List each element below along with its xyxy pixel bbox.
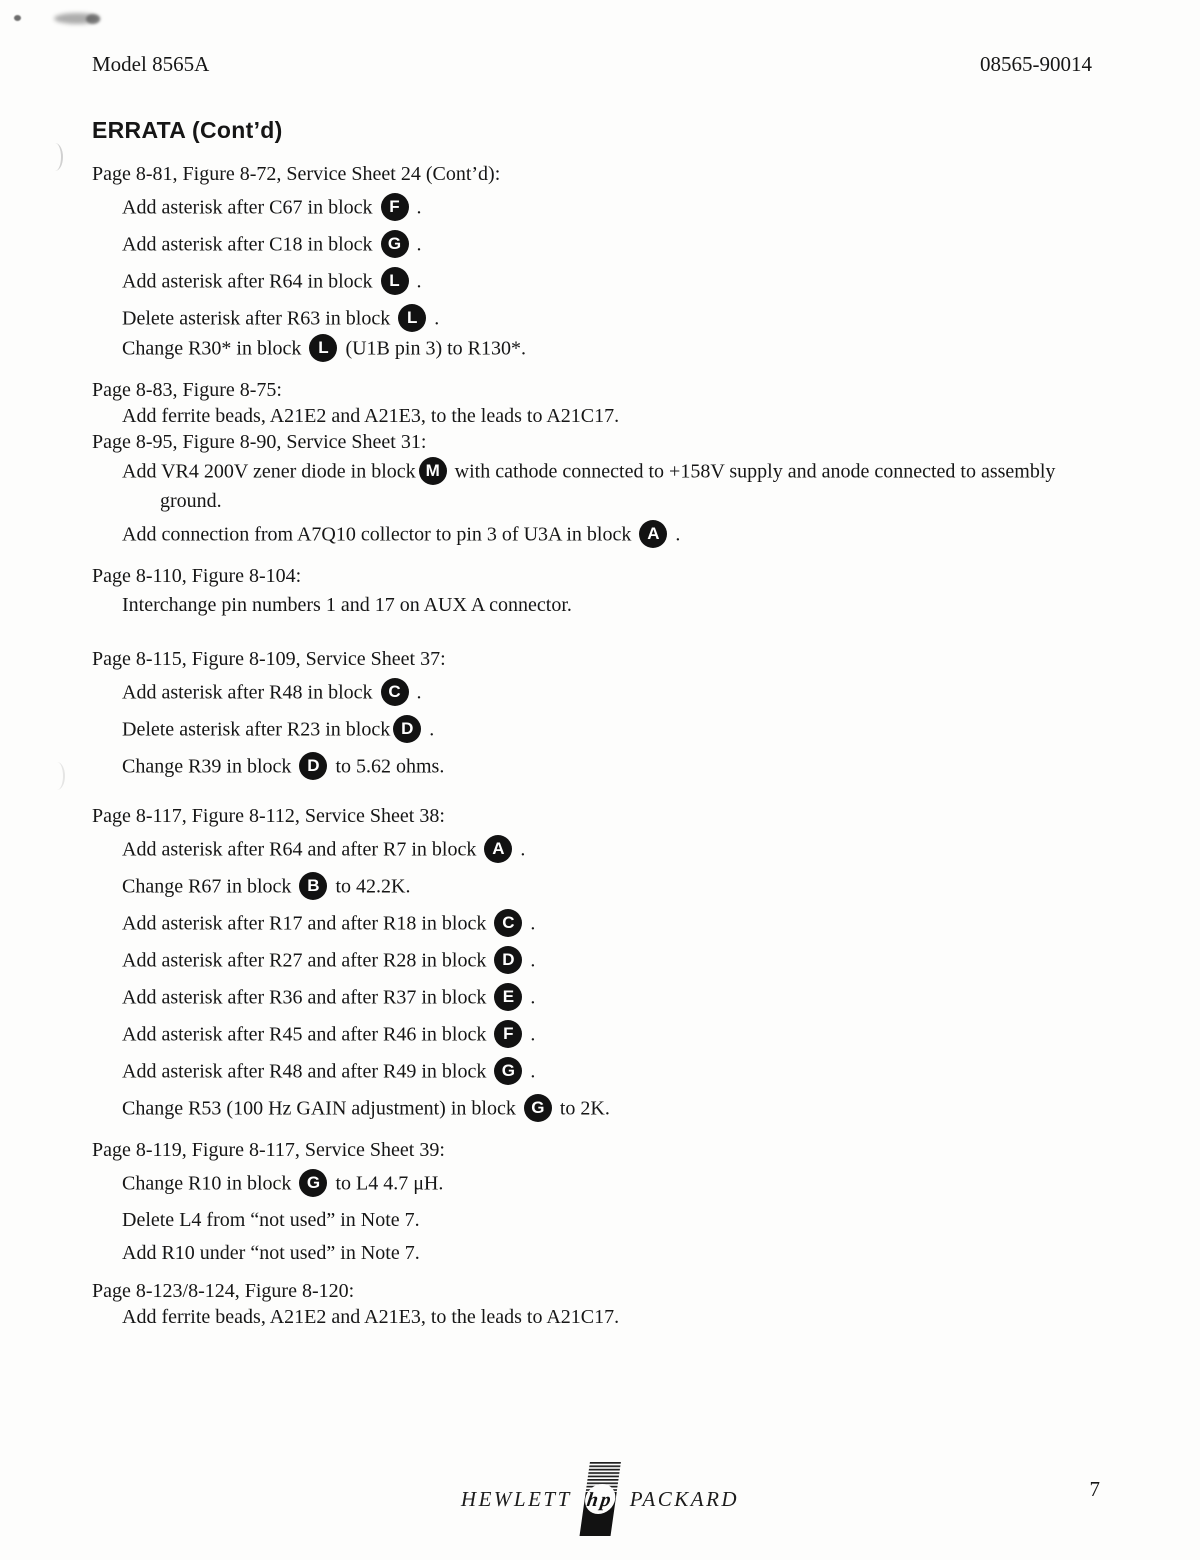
errata-line: Add connection from A7Q10 collector to pin 3 of U3A in block A . xyxy=(92,522,1164,550)
errata-line: Change R30* in block L (U1B pin 3) to R130*. xyxy=(92,336,1164,364)
errata-section xyxy=(92,378,1164,428)
block-letter-badge: G xyxy=(299,1169,327,1197)
errata-line: Delete L4 from “not used” in Note 7. xyxy=(122,1209,420,1231)
errata-section xyxy=(92,564,1164,617)
block-letter-badge: M xyxy=(419,457,447,485)
errata-section xyxy=(92,1279,1164,1329)
page-title: ERRATA (Cont’d) xyxy=(92,117,283,143)
block-letter-badge: D xyxy=(393,715,421,743)
errata-line: ground. xyxy=(160,490,222,512)
page-header xyxy=(0,0,1200,77)
section-heading: Page 8-110, Figure 8-104: xyxy=(92,565,302,587)
errata-line: Add asterisk after C18 in block G . xyxy=(92,232,1164,260)
errata-line: Add VR4 200V zener diode in block M with cathode connected to +158V supply and anode connected to assembly xyxy=(92,459,1164,487)
brand-packard: PACKARD xyxy=(629,1486,740,1511)
errata-line: Interchange pin numbers 1 and 17 on AUX A connector. xyxy=(122,594,572,616)
errata-line: Add asterisk after C67 in block F . xyxy=(92,195,1164,223)
errata-line: Change R10 in block G to L4 4.7 μH. xyxy=(92,1171,1164,1199)
errata-section xyxy=(92,804,1164,1124)
section-heading: Page 8-123/8-124, Figure 8-120: xyxy=(92,1280,355,1302)
block-letter-badge: F xyxy=(494,1020,522,1048)
block-letter-badge: B xyxy=(299,872,327,900)
block-letter-badge: E xyxy=(494,983,522,1011)
brand-lockup xyxy=(461,1460,739,1538)
block-letter-badge: D xyxy=(494,946,522,974)
section-heading: Page 8-117, Figure 8-112, Service Sheet 38: xyxy=(92,805,445,827)
errata-line: Add asterisk after R64 and after R7 in block A . xyxy=(92,837,1164,865)
errata-line: Add asterisk after R48 and after R49 in block G . xyxy=(92,1059,1164,1087)
page-number: 7 xyxy=(1089,1477,1100,1501)
document-number: 08565-90014 xyxy=(980,52,1092,76)
errata-line: Add asterisk after R64 in block L . xyxy=(92,269,1164,297)
block-letter-badge: A xyxy=(484,835,512,863)
errata-line: Add asterisk after R17 and after R18 in block C . xyxy=(92,911,1164,939)
block-letter-badge: L xyxy=(398,304,426,332)
block-letter-badge: G xyxy=(381,230,409,258)
errata-section xyxy=(92,162,1164,364)
block-letter-badge: A xyxy=(639,520,667,548)
block-letter-badge: G xyxy=(524,1094,552,1122)
errata-line: Add asterisk after R48 in block C . xyxy=(92,680,1164,708)
errata-list xyxy=(0,162,1200,1329)
errata-section xyxy=(92,647,1164,782)
block-letter-badge: C xyxy=(381,678,409,706)
errata-line: Add ferrite beads, A21E2 and A21E3, to the leads to A21C17. xyxy=(122,1306,620,1328)
errata-line: Change R53 (100 Hz GAIN adjustment) in block G to 2K. xyxy=(92,1096,1164,1124)
block-letter-badge: D xyxy=(299,752,327,780)
errata-section xyxy=(92,1138,1164,1265)
errata-line: Add asterisk after R45 and after R46 in block F . xyxy=(92,1022,1164,1050)
hp-logo-text: hp xyxy=(585,1489,615,1511)
errata-line: Change R39 in block D to 5.62 ohms. xyxy=(92,754,1164,782)
errata-line: Delete asterisk after R23 in block D . xyxy=(92,717,1164,745)
section-heading: Page 8-115, Figure 8-109, Service Sheet 37: xyxy=(92,648,446,670)
errata-line: Add asterisk after R36 and after R37 in block E . xyxy=(92,985,1164,1013)
block-letter-badge: C xyxy=(494,909,522,937)
errata-section xyxy=(92,430,1164,550)
model-number: Model 8565A xyxy=(92,52,210,76)
section-heading: Page 8-119, Figure 8-117, Service Sheet 39: xyxy=(92,1139,445,1161)
section-heading: Page 8-81, Figure 8-72, Service Sheet 24 (Cont’d): xyxy=(92,163,501,185)
page-footer xyxy=(0,1450,1200,1560)
errata-line: Add R10 under “not used” in Note 7. xyxy=(122,1242,420,1264)
section-heading: Page 8-95, Figure 8-90, Service Sheet 31: xyxy=(92,431,427,453)
block-letter-badge: L xyxy=(309,334,337,362)
block-letter-badge: F xyxy=(381,193,409,221)
section-heading: Page 8-83, Figure 8-75: xyxy=(92,379,282,401)
hp-logo-icon xyxy=(579,1460,623,1538)
block-letter-badge: L xyxy=(381,267,409,295)
errata-line: Add ferrite beads, A21E2 and A21E3, to the leads to A21C17. xyxy=(122,405,620,427)
brand-hewlett: HEWLETT xyxy=(460,1486,572,1511)
errata-line: Delete asterisk after R63 in block L . xyxy=(92,306,1164,334)
errata-line: Change R67 in block B to 42.2K. xyxy=(92,874,1164,902)
errata-line: Add asterisk after R27 and after R28 in block D . xyxy=(92,948,1164,976)
block-letter-badge: G xyxy=(494,1057,522,1085)
